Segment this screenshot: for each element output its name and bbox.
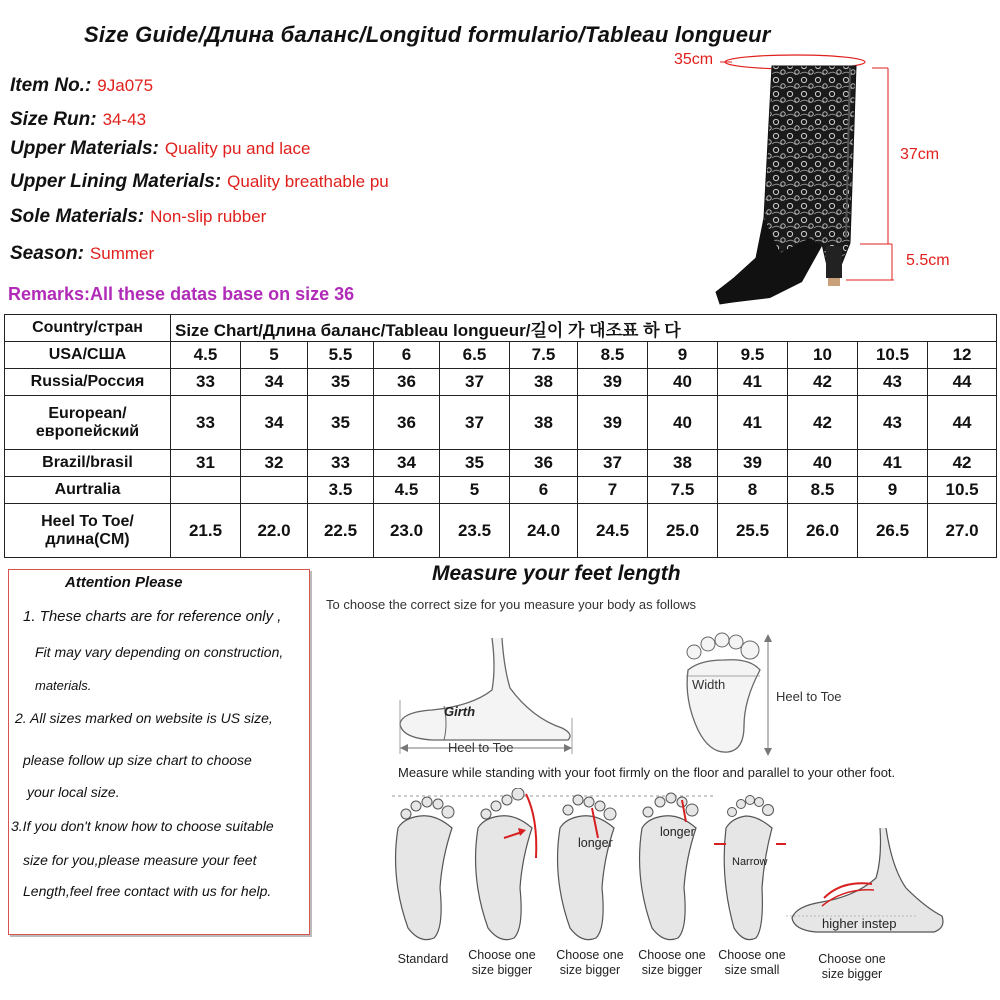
table-cell: 41 <box>718 369 788 396</box>
table-cell: 21.5 <box>171 504 241 558</box>
table-cell: 44 <box>928 396 997 450</box>
table-cell: 8 <box>718 477 788 504</box>
table-cell: 33 <box>308 450 374 477</box>
row-label: Brazil/brasil <box>5 450 171 477</box>
table-cell: 10 <box>788 342 858 369</box>
table-cell: 35 <box>440 450 510 477</box>
table-cell: 36 <box>374 369 440 396</box>
table-cell: 34 <box>374 450 440 477</box>
table-row <box>5 477 997 504</box>
table-cell: 39 <box>578 396 648 450</box>
row-label: USA/США <box>5 342 171 369</box>
attention-line: your local size. <box>27 784 120 800</box>
table-cell: 6 <box>510 477 578 504</box>
table-cell: 37 <box>578 450 648 477</box>
table-cell: 9 <box>648 342 718 369</box>
table-cell: 34 <box>241 369 308 396</box>
table-cell: 9 <box>858 477 928 504</box>
measure-subtitle: To choose the correct size for you measure your body as follows <box>326 597 696 612</box>
table-cell: 22.5 <box>308 504 374 558</box>
table-cell: 40 <box>648 396 718 450</box>
table-cell: 3.5 <box>308 477 374 504</box>
page-title: Size Guide/Длина баланс/Longitud formulario/Tableau longueur <box>84 22 771 47</box>
table-row <box>5 504 997 558</box>
table-row <box>5 342 997 369</box>
season: Season: Summer <box>10 243 155 264</box>
item-number: Item No.: 9Ja075 <box>10 75 154 96</box>
table-cell: 36 <box>374 396 440 450</box>
caption-bigger-4: Choose one size bigger <box>818 952 886 981</box>
table-cell: 6.5 <box>440 342 510 369</box>
table-cell: 27.0 <box>928 504 997 558</box>
row-label: Aurtralia <box>5 477 171 504</box>
header-size-chart: Size Chart/Длина баланс/Tableau longueur/길이 가 대조표 하 다 <box>171 315 997 342</box>
attention-line: materials. <box>35 678 92 693</box>
table-cell: 39 <box>718 450 788 477</box>
table-cell: 38 <box>510 369 578 396</box>
attention-box <box>8 569 310 935</box>
width-label: Width <box>692 677 726 692</box>
narrow-label: Narrow <box>732 856 768 868</box>
table-cell: 33 <box>171 396 241 450</box>
side-heel-to-toe-label: Heel to Toe <box>448 740 514 755</box>
header-country: Country/стран <box>5 315 171 342</box>
table-cell: 4.5 <box>374 477 440 504</box>
side-foot-diagram <box>392 628 592 758</box>
table-cell: 23.0 <box>374 504 440 558</box>
attention-title: Attention Please <box>65 574 183 591</box>
table-row <box>5 450 997 477</box>
row-label: Heel To Toe/длина(CM) <box>5 504 171 558</box>
table-cell: 25.0 <box>648 504 718 558</box>
table-cell: 35 <box>308 396 374 450</box>
table-cell: 23.5 <box>440 504 510 558</box>
table-cell: 34 <box>241 396 308 450</box>
attention-line: Length,feel free contact with us for help. <box>23 883 272 899</box>
table-cell: 26.0 <box>788 504 858 558</box>
table-cell: 6 <box>374 342 440 369</box>
table-cell: 37 <box>440 396 510 450</box>
top-foot-diagram <box>680 630 780 760</box>
heel-height-label: 5.5cm <box>906 252 950 269</box>
boot-image <box>660 48 1000 310</box>
table-cell: 41 <box>858 450 928 477</box>
longer-label-2: longer <box>660 825 695 839</box>
table-cell: 5.5 <box>308 342 374 369</box>
table-cell: 25.5 <box>718 504 788 558</box>
table-cell: 40 <box>788 450 858 477</box>
attention-line: 2. All sizes marked on website is US size, <box>15 710 273 726</box>
boot-illustration <box>660 48 1000 310</box>
table-cell: 26.5 <box>858 504 928 558</box>
top-heel-to-toe-label: Heel to Toe <box>776 689 842 704</box>
caption-bigger-2: Choose one size bigger <box>556 948 624 977</box>
size-chart-table <box>4 314 997 558</box>
table-cell: 43 <box>858 369 928 396</box>
attention-line: size for you,please measure your feet <box>23 852 257 868</box>
caption-bigger-1: Choose one size bigger <box>468 948 536 977</box>
table-cell: 42 <box>788 369 858 396</box>
table-cell: 22.0 <box>241 504 308 558</box>
table-cell: 12 <box>928 342 997 369</box>
table-cell: 24.0 <box>510 504 578 558</box>
table-cell: 41 <box>718 396 788 450</box>
remarks: Remarks:All these datas base on size 36 <box>8 284 355 304</box>
table-cell: 8.5 <box>578 342 648 369</box>
table-cell: 5 <box>241 342 308 369</box>
table-cell <box>241 477 308 504</box>
table-cell <box>171 477 241 504</box>
sole-materials: Sole Materials: Non-slip rubber <box>10 206 267 227</box>
circumference-label: 35cm <box>674 51 714 68</box>
longer-label-1: longer <box>578 836 613 850</box>
table-cell: 10.5 <box>858 342 928 369</box>
table-cell: 5 <box>440 477 510 504</box>
table-cell: 35 <box>308 369 374 396</box>
higher-instep-label: higher instep <box>822 916 897 931</box>
table-cell: 9.5 <box>718 342 788 369</box>
measure-title: Measure your feet length <box>432 562 681 585</box>
row-label: European/европейский <box>5 396 171 450</box>
attention-line: Fit may vary depending on construction, <box>35 644 284 660</box>
table-cell: 24.5 <box>578 504 648 558</box>
foot-standard <box>396 797 454 940</box>
table-cell: 38 <box>648 450 718 477</box>
table-cell: 33 <box>171 369 241 396</box>
table-cell: 36 <box>510 450 578 477</box>
table-cell: 32 <box>241 450 308 477</box>
table-row <box>5 369 997 396</box>
table-cell: 8.5 <box>788 477 858 504</box>
size-run: Size Run: 34-43 <box>10 109 147 130</box>
table-cell: 7.5 <box>648 477 718 504</box>
table-cell: 42 <box>788 396 858 450</box>
attention-line: please follow up size chart to choose <box>23 752 252 768</box>
caption-small: Choose one size small <box>718 948 786 977</box>
table-cell: 40 <box>648 369 718 396</box>
attention-line: 1. These charts are for reference only , <box>23 608 282 625</box>
girth-label: Girth <box>444 704 476 719</box>
table-cell: 31 <box>171 450 241 477</box>
table-cell: 44 <box>928 369 997 396</box>
table-cell: 43 <box>858 396 928 450</box>
measure-note: Measure while standing with your foot firmly on the floor and parallel to your other foot. <box>398 765 896 780</box>
table-cell: 39 <box>578 369 648 396</box>
table-cell: 42 <box>928 450 997 477</box>
table-cell: 10.5 <box>928 477 997 504</box>
upper-lining-materials: Upper Lining Materials: Quality breathable pu <box>10 171 389 192</box>
foot-longer-second-toe <box>558 795 616 940</box>
table-cell: 7.5 <box>510 342 578 369</box>
foot-long-toe <box>476 788 537 940</box>
table-cell: 7 <box>578 477 648 504</box>
caption-bigger-3: Choose one size bigger <box>638 948 706 977</box>
table-cell: 37 <box>440 369 510 396</box>
upper-materials: Upper Materials: Quality pu and lace <box>10 138 311 159</box>
table-cell: 38 <box>510 396 578 450</box>
table-row <box>5 396 997 450</box>
attention-line: 3.If you don't know how to choose suitable <box>11 818 274 834</box>
table-cell: 4.5 <box>171 342 241 369</box>
shaft-height-label: 37cm <box>900 146 940 163</box>
caption-standard: Standard <box>397 952 449 966</box>
foot-longer-toes <box>640 793 698 940</box>
row-label: Russia/Россия <box>5 369 171 396</box>
